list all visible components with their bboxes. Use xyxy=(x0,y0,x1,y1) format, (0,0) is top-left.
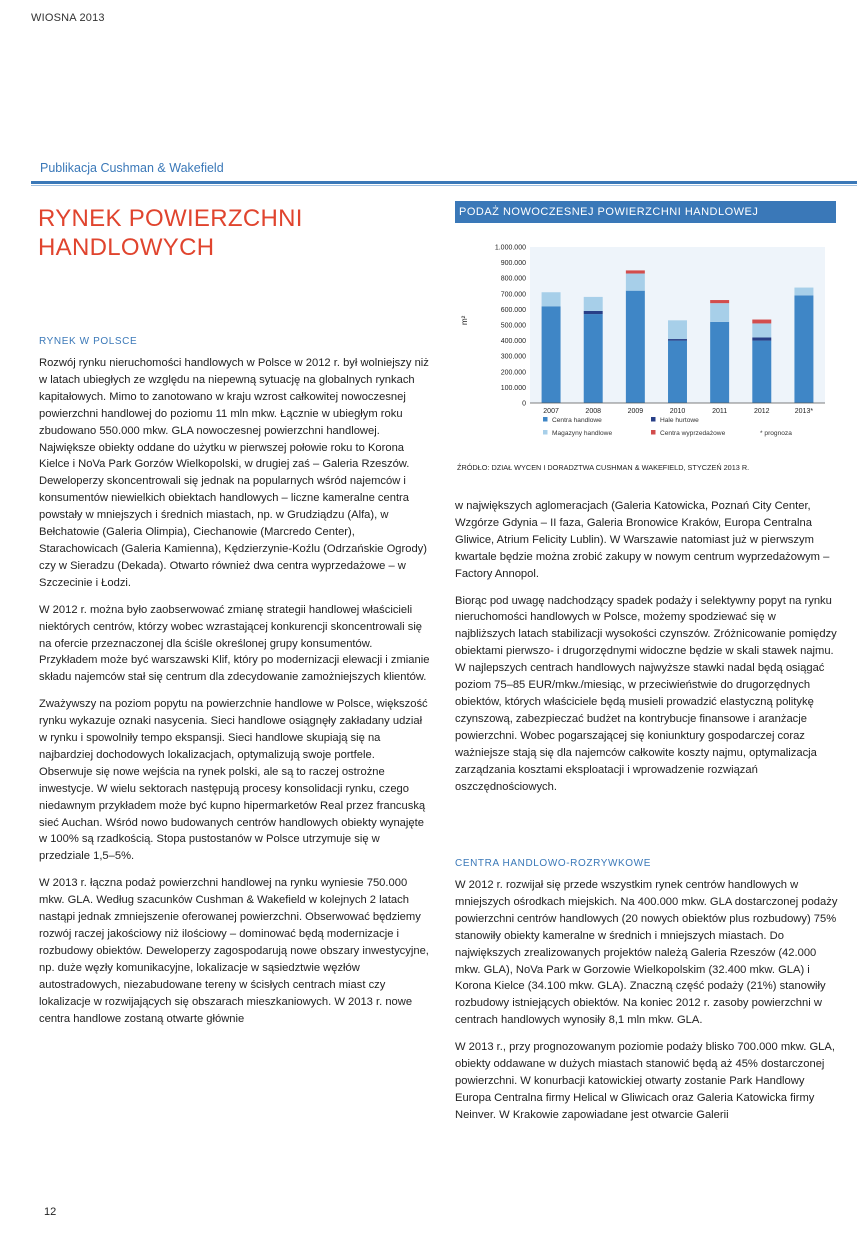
x-tick-label: 2008 xyxy=(585,408,602,415)
header-rule xyxy=(31,181,857,184)
y-tick-label: 900.000 xyxy=(500,260,526,268)
legend-forecast-note: * prognoza xyxy=(760,430,792,437)
bar-segment xyxy=(668,339,687,341)
legend-label: Centra wyprzedażowe xyxy=(660,430,726,437)
headline-line-2: HANDLOWYCH xyxy=(38,234,215,261)
bar-segment xyxy=(752,341,771,403)
y-tick-label: 100.000 xyxy=(500,384,526,392)
x-tick-label: 2011 xyxy=(712,408,728,415)
y-tick-label: 1.000.000 xyxy=(494,244,526,252)
section-title-centers: CENTRA HANDLOWO-ROZRYWKOWE xyxy=(455,858,651,869)
bar-segment xyxy=(542,306,561,403)
paragraph: Rozwój rynku nieruchomości handlowych w Polsce w 2012 r. był wolniejszy niż w latach ubiegłych ze względu na niepewną sytuację na globalnych rynkach kapitałowych. Mimo to zanotowano w kraju wzrost całkowitej nowoczesnej powierzchni handlowej do poziomu 11 mln mkw. Łącznie w ubiegłym roku zbudowano 550.000 mkw. GLA nowoczesnej powierzchni handlowej. Największe obiekty oddane do użytku w pierwszej połowie roku to Korona Kielce i NoVa Park Gorzów Wielkopolski, w drugiej zaś – Galeria Rzeszów. Deweloperzy skoncentrowali się jednak na popularnych wśród najemców i konsumentów niewielkich obiektach handlowych – liczne kameralne centra powstały w mniejszych i średnich miastach, np. w Grudziądzu (Alfa), w Bełchatowie (Galeria Olimpia), Ciechanowie (Marcredo Center), Starachowicach (Galeria Kamienna), Kędzierzynie-Koźlu (Odrzańskie Ogrody) czy w Sieradzu (Dekada). Otwarto również dwa centra wyprzedażowe – w Szczecinie i Łodzi. xyxy=(39,357,429,589)
legend-swatch xyxy=(543,430,548,435)
bar-segment xyxy=(626,270,645,273)
legend-label: Magazyny handlowe xyxy=(552,430,613,437)
bar-segment xyxy=(710,300,729,303)
legend-label: Centra handlowe xyxy=(552,417,602,424)
legend-swatch xyxy=(651,430,656,435)
legend-swatch xyxy=(651,417,656,422)
chart-title: PODAŻ NOWOCZESNEJ POWIERZCHNI HANDLOWEJ xyxy=(455,201,836,223)
y-tick-label: 700.000 xyxy=(500,291,526,299)
x-tick-label: 2013* xyxy=(794,408,814,415)
section-title-market: RYNEK W POLSCE xyxy=(39,336,138,347)
bar-segment xyxy=(584,314,603,403)
bar-segment xyxy=(752,320,771,324)
paragraph: Biorąc pod uwagę nadchodzący spadek podaży i selektywny popyt na rynku nieruchomości handlowych w Polsce, możemy spodziewać się w najbliższych latach stabilizacji wysokości czynszów. Zróżnicowanie pomiędzy obiektami pierwszo- i drugorzędnymi widoczne będzie w skali stawek najmu. W najlepszych centrach handlowych najwyższe stawki nadal będą osiągać poziom 75–85 EUR/mkw./miesiąc, w przeciwieństwie do drugorzędnych obiektów, których właściciele będą musieli prowadzić elastyczną politykę czynszową, zabezpieczać budżet na kontrybucje finansowe i aranżacje powierzchni. Wobec pogarszającej się koniunktury gospodarczej coraz ważniejsze stają się dla najemców całkowite koszty najmu, optymalizacja zarządzania kosztami eksploatacji i wprowadzenie rozwiązań oszczędnościowych. xyxy=(455,594,837,793)
chart-plot xyxy=(455,225,836,461)
headline-line-1: RYNEK POWIERZCHNI xyxy=(38,205,303,232)
right-column xyxy=(455,498,838,805)
left-column xyxy=(39,355,431,1037)
y-tick-label: 300.000 xyxy=(500,353,526,361)
bar-segment xyxy=(668,320,687,339)
paragraph: W 2013 r., przy prognozowanym poziomie podaży blisko 700.000 mkw. GLA, obiekty oddawane w dużych miastach stanowić będą aż 45% dostarczonej powierzchni. W konurbacji katowickiej otwarty zostanie Park Handlowy Europa Centralna firmy Helical w Gliwicach oraz Galeria Katowicka firmy Neinver. W Krakowie zapowiadane jest otwarcie Galerii xyxy=(455,1041,835,1121)
paragraph: W 2013 r. łączna podaż powierzchni handlowej na rynku wyniesie 750.000 mkw. GLA. Według szacunków Cushman & Wakefield w kolejnych 2 latach nastąpi jednak zmniejszenie oferowanej powierzchni. Obserwować będziemy rozwój raczej jakościowy niż ilościowy – dominować będą modernizacje i rozbudowy obiektów. Deweloperzy zagospodarują nowe obszary inwestycyjne, np. duże węzły komunikacyjne, lokalizacje w sąsiedztwie węzłów autostradowych, niezabudowane tereny w ścisłych centrach miast czy lokalizacje w rozwijających się obszarach mieszkaniowych. W 2013 r. nowe centra handlowe zostaną otwarte głównie xyxy=(39,877,429,1025)
bar-segment xyxy=(626,274,645,291)
header-rule-thin xyxy=(31,185,857,186)
y-tick-label: 0 xyxy=(522,400,526,408)
page-number: 12 xyxy=(44,1206,57,1218)
bar-segment xyxy=(710,322,729,403)
x-tick-label: 2010 xyxy=(669,408,686,415)
bar-segment xyxy=(626,291,645,403)
x-tick-label: 2009 xyxy=(627,408,644,415)
right-column-2 xyxy=(455,877,838,1134)
bar-segment xyxy=(584,297,603,311)
article-headline xyxy=(38,204,358,262)
issue-label: WIOSNA 2013 xyxy=(31,12,105,24)
bar-segment xyxy=(668,341,687,403)
x-tick-label: 2012 xyxy=(753,408,770,415)
paragraph: W 2012 r. można było zaobserwować zmianę strategii handlowej właścicieli niektórych centrów, którzy wobec wzrastającej konkurencji skoncentrowali się na ofercie przeznaczonej dla ściśle określonej grupy konsumentów. Przykładem może być warszawski Klif, który po modernizacji elewacji i zmianie składu najemców stał się centrum dla zdecydowanie zamożniejszych klientów. xyxy=(39,603,430,684)
bar-segment xyxy=(584,311,603,314)
chart-source: ŹRÓDŁO: DZIAŁ WYCEN I DORADZTWA CUSHMAN & WAKEFIELD, STYCZEŃ 2013 R. xyxy=(457,463,750,472)
paragraph: W 2012 r. rozwijał się przede wszystkim rynek centrów handlowych w mniejszych ośrodkach miejskich. Na 400.000 mkw. GLA dostarczonej podaży powierzchni centrów handlowych (20 nowych obiektów plus rozbudowy) 75% stanowiły obiekty kameralne w średnich i mniejszych miastach. Do największych zrealizowanych projektów należą Galeria Rzeszów (42.000 mkw. GLA), NoVa Park w Gorzowie Wielkopolskim (32.400 mkw. GLA) i Korona Kielce (34.100 mkw. GLA). Znaczną część podaży (21%) stanowiły rozbudowy istniejących obiektów. Na koniec 2012 r. zasoby powierzchni w centrach handlowych wynosiły 8,1 mln mkw. GLA. xyxy=(455,879,838,1027)
supply-chart xyxy=(455,201,836,483)
x-tick-label: 2007 xyxy=(543,408,559,415)
y-tick-label: 600.000 xyxy=(500,306,526,314)
bar-segment xyxy=(542,292,561,306)
bar-segment xyxy=(710,303,729,322)
bar-segment xyxy=(752,323,771,337)
y-tick-label: 800.000 xyxy=(500,275,526,283)
paragraph: w największych aglomeracjach (Galeria Katowicka, Poznań City Center, Wzgórze Gdynia – II faza, Galeria Bronowice Kraków, Europa Centralna Gliwice, Atrium Felicity Lublin). W Warszawie natomiast już w pierwszym kwartale będzie można zrobić zakupy w nowym centrum wyprzedażowym – Factory Annopol. xyxy=(455,500,830,580)
legend-swatch xyxy=(543,417,548,422)
bar-segment xyxy=(794,295,813,403)
y-tick-label: 500.000 xyxy=(500,322,526,330)
y-tick-label: 200.000 xyxy=(500,369,526,377)
y-tick-label: 400.000 xyxy=(500,338,526,346)
y-axis-label: m² xyxy=(460,315,469,325)
paragraph: Zważywszy na poziom popytu na powierzchnie handlowe w Polsce, większość rynku wykazuje oznaki nasycenia. Sieci handlowe osiągnęły zakładany udział w rynku i spowolniły tempo ekspansji. Sieci handlowe skupiają się na najbardziej dochodowych lokalizacjach, optymalizują swoje portfele. Obserwuje się nowe wejścia na rynek polski, ale są to raczej ostrożne inwestycje. W wielu sektorach następują procesy konsolidacji rynku, czego niedawnym przykładem może być kupno hipermarketów Real przez francuską sieć Auchan. Wśród nowo budowanych centrów handlowych obiekty wynajęte w 100% są rzadkością. Stopa pustostanów w Polsce utrzymuje się w przedziale 1,5–5%. xyxy=(39,698,428,863)
publication-title: Publikacja Cushman & Wakefield xyxy=(40,161,224,175)
legend-label: Hale hurtowe xyxy=(660,417,699,424)
bar-segment xyxy=(752,337,771,340)
bar-segment xyxy=(794,288,813,296)
